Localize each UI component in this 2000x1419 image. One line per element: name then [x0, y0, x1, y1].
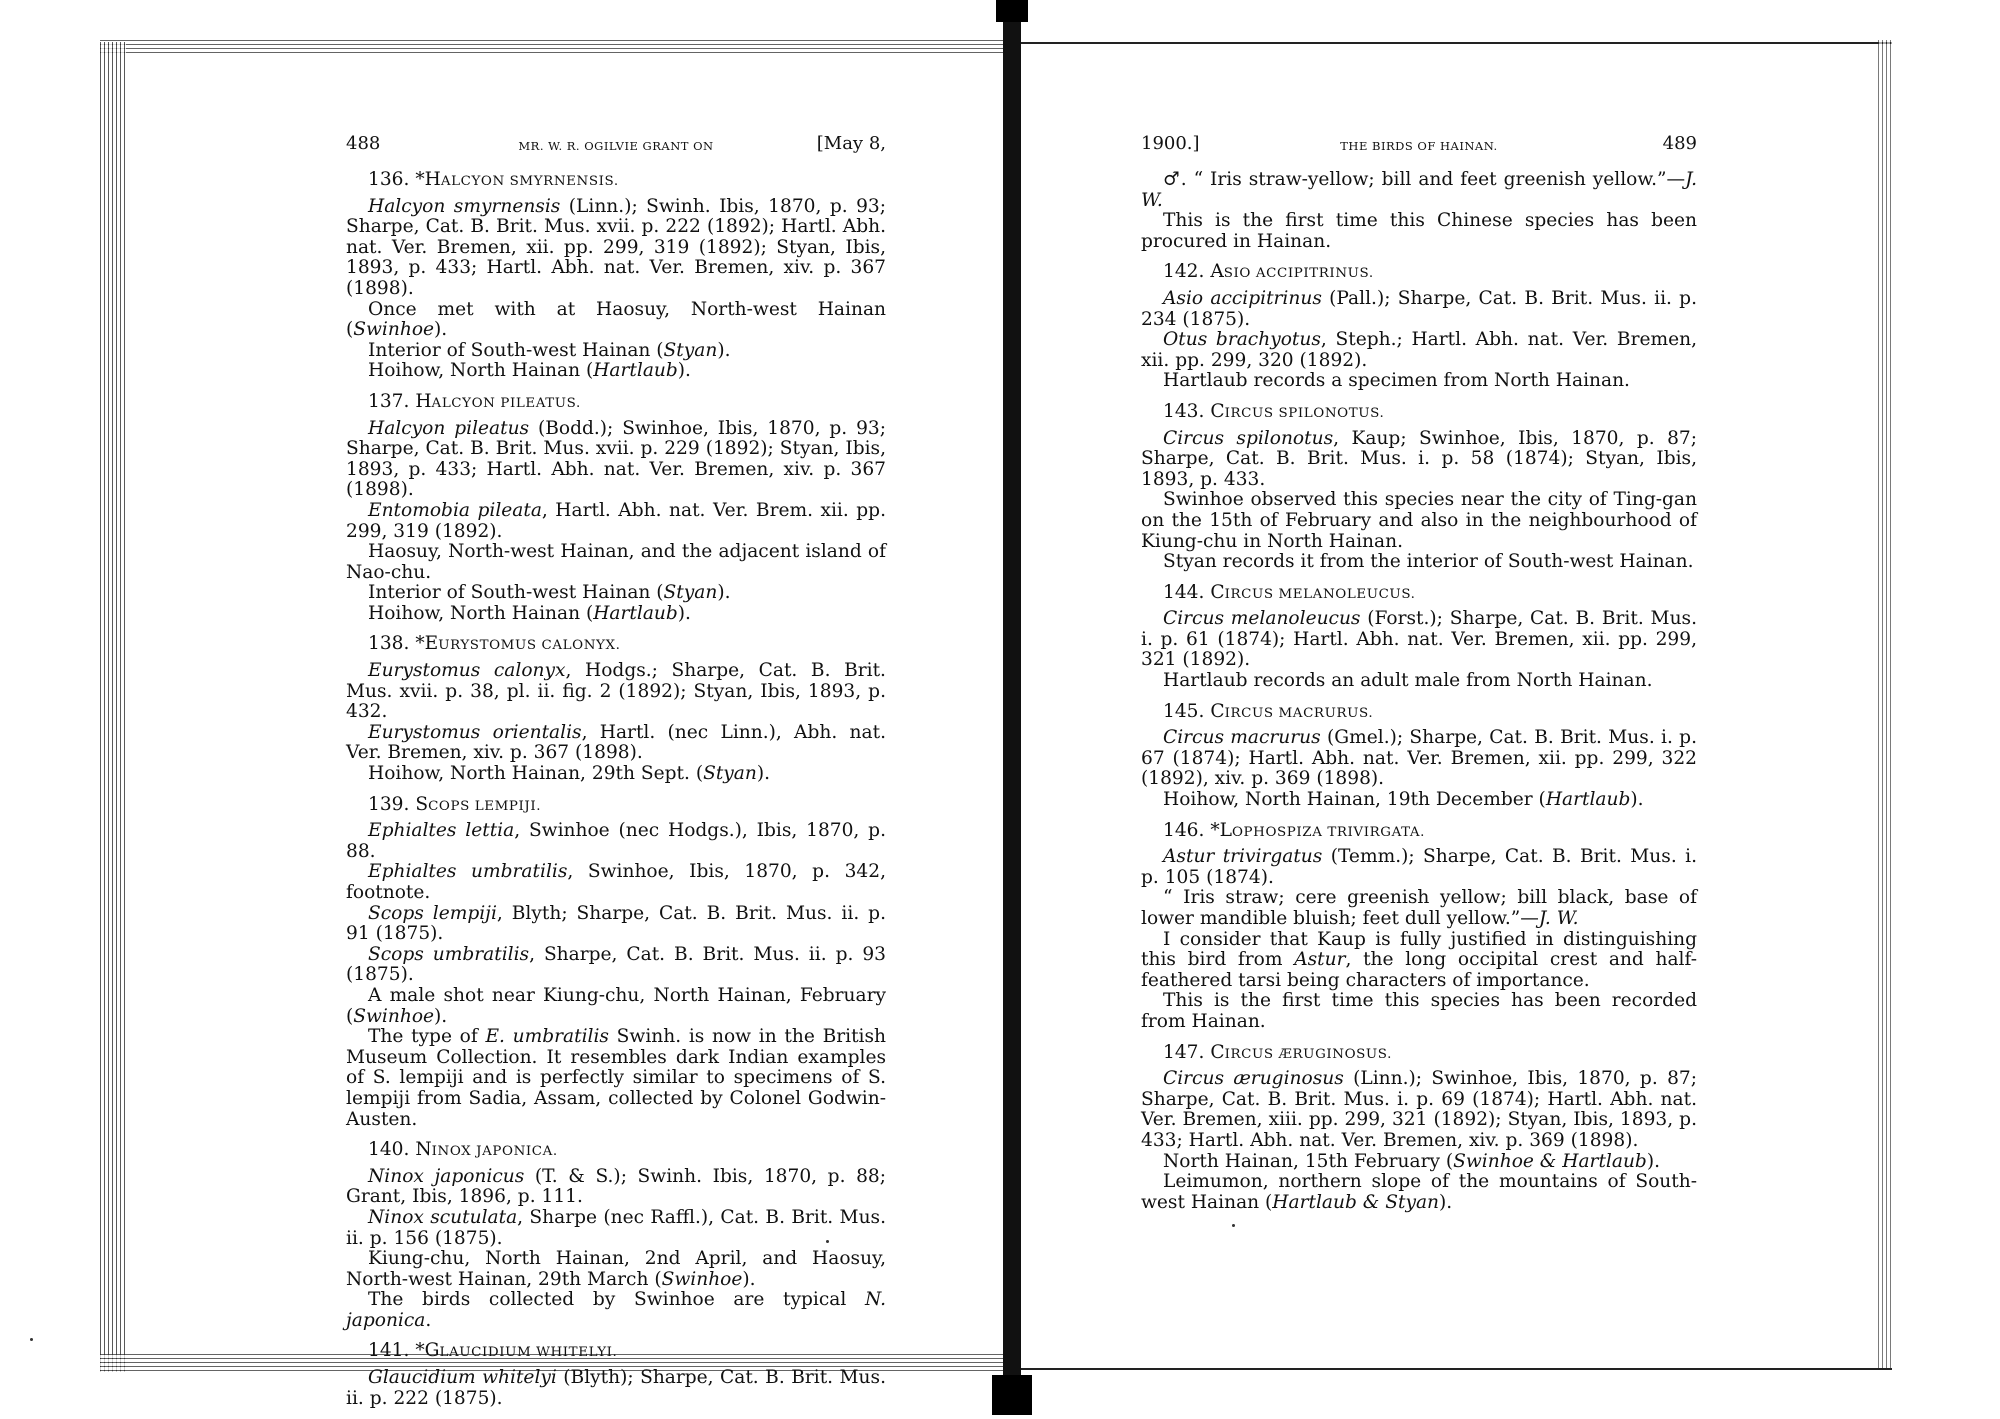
species-heading [1163, 583, 1697, 606]
synonym-citation [1141, 1069, 1697, 1151]
genus-initial: C [1210, 400, 1225, 422]
note-italic: Swinhoe [353, 1005, 435, 1027]
synonym-name: Halcyon pileatus [368, 417, 530, 439]
note-text: ). [1439, 1191, 1453, 1213]
genus-initial: S [415, 793, 429, 815]
synonym-name: Otus brachyotus [1163, 329, 1321, 351]
note-paragraph [346, 300, 886, 341]
species-number: 147. [1163, 1041, 1205, 1063]
synonym-name: Halcyon smyrnensis [368, 195, 561, 217]
left-page [346, 134, 886, 1419]
species-heading [368, 170, 886, 193]
species-name: IRCUS SPILONOTUS. [1224, 405, 1385, 421]
left-page-block-edges [100, 42, 126, 1372]
note-paragraph [1141, 371, 1697, 392]
right-page-header [1141, 134, 1697, 170]
synonym-name: Circus melanoleucus [1163, 608, 1361, 630]
note-text: ). [1630, 789, 1644, 811]
citation-text: , Swinhoe, Ibis, 1870, p. 342, footnote. [346, 861, 886, 903]
left-page-header [346, 134, 886, 170]
species-entry [1141, 262, 1697, 392]
note-text: Interior of South-west Hainan ( [368, 582, 664, 604]
species-number: 138. [368, 633, 410, 655]
note-text: This is the first time this Chinese species has been procured in Hainan. [1141, 210, 1697, 252]
note-italic: Styan [703, 763, 757, 785]
synonym-name: Ninox japonicus [368, 1165, 525, 1187]
synonym-name: Ninox scutulata [368, 1206, 518, 1228]
speck [1232, 1224, 1235, 1227]
note-paragraph [346, 542, 886, 583]
right-page-block-edges [1878, 40, 1894, 1370]
citation-text: (Forst.); Sharpe, Cat. B. Brit. Mus. i. p. 61 (1874); Hartl. Abh. nat. Ver. Bremen, xii. pp. 299, 321 (1892). [1141, 608, 1697, 671]
species-heading [1163, 821, 1697, 844]
note-text: Hoihow, North Hainan ( [368, 360, 594, 382]
species-entry [346, 1140, 886, 1331]
note-italic: Hartlaub [1545, 789, 1631, 811]
species-name: IRCUS MELANOLEUCUS. [1224, 586, 1416, 602]
citation-text: , Blyth; Sharpe, Cat. B. Brit. Mus. ii. p. 91 (1875). [346, 902, 886, 945]
note-text: A male shot near Kiung-chu, North Hainan, February ( [346, 984, 886, 1027]
synonym-name: Entomobia pileata [368, 499, 542, 521]
note-text: . [425, 1309, 432, 1331]
page-number: 488 [346, 133, 381, 154]
citation-text: , Hartl. Abh. nat. Ver. Brem. xii. pp. 299, 319 (1892). [346, 499, 886, 542]
note-text: ). [717, 582, 731, 604]
note-italic: Astur [1294, 949, 1346, 971]
citation-text: , Steph.; Hartl. Abh. nat. Ver. Bremen, xii. pp. 299, 320 (1892). [1141, 329, 1697, 371]
new-record-mark: * [415, 1340, 425, 1362]
synonym-name: Scops umbratilis [368, 943, 530, 965]
citation-text: (T. & S.); Swinh. Ibis, 1870, p. 88; Grant, Ibis, 1896, p. 111. [346, 1165, 886, 1208]
note-paragraph [346, 1249, 886, 1290]
genus-initial: L [1219, 819, 1232, 841]
synonym-citation [1141, 728, 1697, 790]
note-text: Hoihow, North Hainan, 19th December ( [1163, 789, 1546, 811]
left-page-entries [346, 170, 886, 1409]
note-paragraph [1141, 930, 1697, 992]
note-text: Interior of South-west Hainan ( [368, 339, 664, 361]
synonym-citation [1141, 609, 1697, 671]
species-entry [1141, 821, 1697, 1033]
synonym-citation [346, 945, 886, 986]
book-gutter [1003, 0, 1021, 1415]
note-text: , the long occipital crest and half-feathered tarsi being characters of importance. [1141, 949, 1697, 991]
species-heading [368, 634, 886, 657]
note-text: Hartlaub records an adult male from North Hainan. [1163, 670, 1653, 692]
species-number: 145. [1163, 700, 1205, 722]
continuation-block [1141, 170, 1697, 252]
note-paragraph [1141, 170, 1697, 211]
note-italic: Hartlaub & Styan [1272, 1191, 1440, 1213]
citation-text: , Hodgs.; Sharpe, Cat. B. Brit. Mus. xvii. p. 38, pl. ii. fig. 2 (1892); Styan, Ibis, 1893, p. 432. [346, 660, 886, 723]
genus-initial: H [424, 169, 441, 190]
species-name: ALCYON SMYRNENSIS. [440, 174, 619, 189]
note-paragraph [1141, 1152, 1697, 1173]
note-text: Swinh. is now in the British Museum Collection. It resembles dark Indian examples of S. lempiji and is perfectly similar to specimens of S. lempiji from Sadia, Assam, collected by Colonel Godwin-Austen. [346, 1026, 886, 1130]
synonym-name: Ephialtes lettia [368, 820, 515, 842]
note-italic: Swinhoe [661, 1268, 743, 1290]
synonym-citation [1141, 289, 1697, 330]
synonym-citation [346, 501, 886, 542]
note-text: Swinhoe observed this species near the city of Ting-gan on the 15th of February and also in the neighbourhood of Kiung-chu in North Hainan. [1141, 489, 1697, 552]
gutter-bottom-shadow [992, 1375, 1032, 1415]
synonym-citation [1141, 847, 1697, 888]
note-paragraph [346, 1027, 886, 1130]
species-name: IRCUS MACRURUS. [1224, 705, 1374, 721]
genus-initial: G [424, 1340, 440, 1362]
species-number: 146. [1163, 819, 1205, 841]
note-paragraph [1141, 790, 1697, 811]
note-paragraph [346, 583, 886, 604]
new-record-mark: * [415, 633, 425, 655]
note-text: North Hainan, 15th February ( [1163, 1150, 1454, 1172]
species-entry [1141, 702, 1697, 811]
note-italic: Hartlaub [593, 360, 678, 382]
species-number: 139. [368, 793, 410, 815]
species-entry [1141, 1043, 1697, 1214]
synonym-name: Asio accipitrinus [1163, 287, 1322, 309]
synonym-name: Circus æruginosus [1163, 1068, 1344, 1090]
citation-text: (Gmel.); Sharpe, Cat. B. Brit. Mus. i. p. 67 (1874); Hartl. Abh. nat. Ver. Bremen, xii. pp. 299, 322 (1892), xiv. p. 369 (1898). [1141, 727, 1697, 790]
right-page [1141, 134, 1697, 1223]
note-text: Once met with at Haosuy, North-west Hainan ( [346, 298, 886, 341]
species-entry [346, 634, 886, 784]
note-text: ). [434, 319, 448, 341]
citation-text: , Swinhoe (nec Hodgs.), Ibis, 1870, p. 88. [346, 820, 886, 862]
synonym-citation [1141, 330, 1697, 371]
genus-initial: C [1210, 1041, 1225, 1063]
new-record-mark: * [415, 169, 425, 190]
species-name: INOX JAPONICA. [431, 1144, 558, 1160]
species-name: URYSTOMUS CALONYX. [438, 638, 621, 654]
note-paragraph [346, 604, 886, 625]
note-paragraph [346, 764, 886, 785]
synonym-name: Ephialtes umbratilis [368, 861, 568, 883]
species-number: 142. [1163, 261, 1205, 283]
synonym-name: Scops lempiji [368, 902, 497, 924]
synonym-citation [1141, 429, 1697, 491]
note-italic: Styan [663, 339, 718, 361]
note-italic: J. W. [1141, 169, 1697, 211]
species-heading [1163, 1043, 1697, 1066]
citation-text: , Hartl. (nec Linn.), Abh. nat. Ver. Bremen, xiv. p. 367 (1898). [346, 721, 886, 764]
note-italic: Hartlaub [593, 602, 678, 624]
note-text: ). [677, 602, 691, 624]
species-number: 140. [368, 1139, 410, 1161]
note-paragraph [1141, 552, 1697, 573]
note-paragraph [1141, 991, 1697, 1032]
species-entry [346, 795, 886, 1131]
note-text: Leimumon, northern slope of the mountains of South-west Hainan ( [1141, 1171, 1697, 1213]
citation-text: (Temm.); Sharpe, Cat. B. Brit. Mus. i. p. 105 (1874). [1141, 846, 1697, 888]
gutter-top-shadow [996, 0, 1028, 22]
note-text: The type of [368, 1026, 486, 1048]
note-text: ). [717, 339, 731, 361]
right-page-bottom-edge [1012, 1360, 1892, 1370]
species-name: IRCUS ÆRUGINOSUS. [1224, 1046, 1392, 1062]
note-text: Hoihow, North Hainan ( [368, 602, 594, 624]
genus-initial: H [415, 390, 432, 412]
species-entry [346, 392, 886, 625]
species-entry [346, 170, 886, 382]
note-paragraph [1141, 1172, 1697, 1213]
synonym-citation [346, 419, 886, 501]
synonym-name: Circus macrurus [1163, 727, 1321, 749]
note-paragraph [1141, 490, 1697, 552]
species-heading [368, 795, 886, 818]
running-date: [May 8, [816, 133, 886, 154]
synonym-name: Circus spilonotus [1163, 427, 1334, 449]
synonym-name: Eurystomus calonyx [368, 660, 566, 682]
synonym-name: Astur trivirgatus [1163, 846, 1323, 868]
running-title: MR. W. R. OGILVIE GRANT ON [518, 139, 714, 153]
species-name: ALCYON PILEATUS. [431, 395, 581, 411]
citation-text: (Bodd.); Swinhoe, Ibis, 1870, p. 93; Sharpe, Cat. B. Brit. Mus. xvii. p. 229 (1892); Styan, Ibis, 1893, p. 433; Hartl. Abh. nat. Ver. Bremen, xiv. p. 367 (1898). [346, 417, 886, 501]
note-paragraph [346, 361, 886, 382]
left-page-top-edge [100, 40, 1012, 54]
species-name: OPHOSPIZA TRIVIRGATA. [1231, 824, 1426, 840]
note-text: Hartlaub records a specimen from North Hainan. [1163, 370, 1630, 392]
note-italic: Styan [663, 582, 718, 604]
synonym-citation [346, 821, 886, 862]
new-record-mark: * [1210, 819, 1220, 841]
citation-text: (Linn.); Swinhoe, Ibis, 1870, p. 87; Sharpe, Cat. B. Brit. Mus. i. p. 69 (1874); Hartl. Abh. nat. Ver. Bremen, xiii. pp. 299, 321 (1892); Styan, Ibis, 1893, p. 433; Hartl. Abh. nat. Ver. Bremen, xiv. p. 369 (1898). [1141, 1068, 1697, 1151]
note-text: ♂. “ Iris straw-yellow; bill and feet greenish yellow.”— [1163, 169, 1686, 190]
synonym-citation [346, 1368, 886, 1409]
speck [30, 1338, 33, 1341]
citation-text: , Kaup; Swinhoe, Ibis, 1870, p. 87; Sharpe, Cat. B. Brit. Mus. i. p. 58 (1874); Styan, Ibis, 1893, p. 433. [1141, 427, 1697, 490]
note-paragraph [1141, 211, 1697, 252]
citation-text: (Linn.); Swinh. Ibis, 1870, p. 93; Sharpe, Cat. B. Brit. Mus. xvii. p. 222 (1892); Hartl. Abh. nat. Ver. Bremen, xii. pp. 299, 319 (1892); Styan, Ibis, 1893, p. 433; Hartl. Abh. nat. Ver. Bremen, xiv. p. 367 (1898). [346, 195, 887, 299]
citation-text: (Pall.); Sharpe, Cat. B. Brit. Mus. ii. p. 234 (1875). [1141, 287, 1697, 330]
citation-text: , Sharpe (nec Raffl.), Cat. B. Brit. Mus. ii. p. 156 (1875). [346, 1206, 886, 1249]
continuation-text [1141, 170, 1697, 252]
species-entry [1141, 583, 1697, 692]
note-italic: Swinhoe [353, 319, 435, 341]
synonym-name: Eurystomus orientalis [368, 721, 582, 743]
species-name: COPS LEMPIJI. [428, 798, 542, 814]
genus-initial: C [1210, 581, 1225, 603]
species-heading [368, 1341, 886, 1364]
note-text: The birds collected by Swinhoe are typical [368, 1289, 865, 1311]
synonym-citation [346, 661, 886, 723]
note-text: ). [1646, 1150, 1661, 1172]
citation-text: , Sharpe, Cat. B. Brit. Mus. ii. p. 93 (1875). [346, 943, 886, 986]
species-name: SIO ACCIPITRINUS. [1223, 266, 1374, 282]
note-text: I consider that Kaup is fully justified in distinguishing this bird from [1141, 928, 1697, 971]
genus-initial: N [415, 1139, 432, 1161]
note-text: ). [742, 1268, 756, 1290]
note-paragraph [346, 986, 886, 1027]
species-number: 143. [1163, 400, 1205, 422]
species-entry [1141, 402, 1697, 573]
note-text: “ Iris straw; cere greenish yellow; bill black, base of lower mandible bluish; feet dull yellow.”— [1141, 887, 1697, 929]
note-paragraph [1141, 888, 1697, 929]
species-number: 144. [1163, 581, 1205, 603]
note-text: Haosuy, North-west Hainan, and the adjacent island of Nao-chu. [346, 541, 886, 583]
running-title: THE BIRDS OF HAINAN. [1340, 139, 1498, 153]
note-text: Kiung-chu, North Hainan, 2nd April, and Haosuy, North-west Hainan, 29th March ( [346, 1248, 886, 1290]
note-text: ). [677, 360, 691, 382]
synonym-name: Glaucidium whitelyi [368, 1367, 557, 1389]
species-heading [1163, 262, 1697, 285]
page-number: 489 [1662, 133, 1697, 154]
note-italic: J. W. [1538, 908, 1579, 929]
species-number: 141. [368, 1340, 410, 1362]
note-paragraph [346, 1290, 886, 1331]
genus-initial: E [424, 633, 439, 655]
species-entry [346, 1341, 886, 1409]
synonym-citation [346, 723, 886, 764]
genus-initial: A [1210, 261, 1224, 283]
note-italic: Swinhoe & Hartlaub [1453, 1150, 1647, 1172]
synonym-citation [346, 197, 886, 300]
species-number: 137. [368, 390, 410, 412]
right-page-entries [1141, 262, 1697, 1213]
synonym-citation [346, 862, 886, 903]
synonym-citation [346, 1208, 886, 1249]
note-paragraph [346, 341, 886, 362]
note-text: This is the first time this species has been recorded from Hainan. [1141, 990, 1697, 1032]
species-heading [368, 1140, 886, 1163]
synonym-citation [346, 1167, 886, 1208]
note-paragraph [1141, 671, 1697, 692]
species-name: LAUCIDIUM WHITELYI. [439, 1345, 618, 1361]
citation-text: (Blyth); Sharpe, Cat. B. Brit. Mus. ii. p. 222 (1875). [346, 1367, 886, 1409]
species-heading [1163, 402, 1697, 425]
note-italic: N. japonica [346, 1289, 886, 1331]
species-number: 136. [368, 169, 410, 190]
note-text: Hoihow, North Hainan, 29th Sept. ( [368, 763, 704, 785]
species-heading [368, 392, 886, 415]
note-italic: E. umbratilis [485, 1026, 609, 1048]
right-page-top-edge [1012, 42, 1892, 50]
note-text: ). [434, 1005, 448, 1027]
note-text: ). [756, 763, 771, 785]
synonym-citation [346, 904, 886, 945]
species-heading [1163, 702, 1697, 725]
running-date: 1900.] [1141, 133, 1200, 154]
genus-initial: C [1210, 700, 1225, 722]
note-text: Styan records it from the interior of South-west Hainan. [1163, 551, 1694, 573]
